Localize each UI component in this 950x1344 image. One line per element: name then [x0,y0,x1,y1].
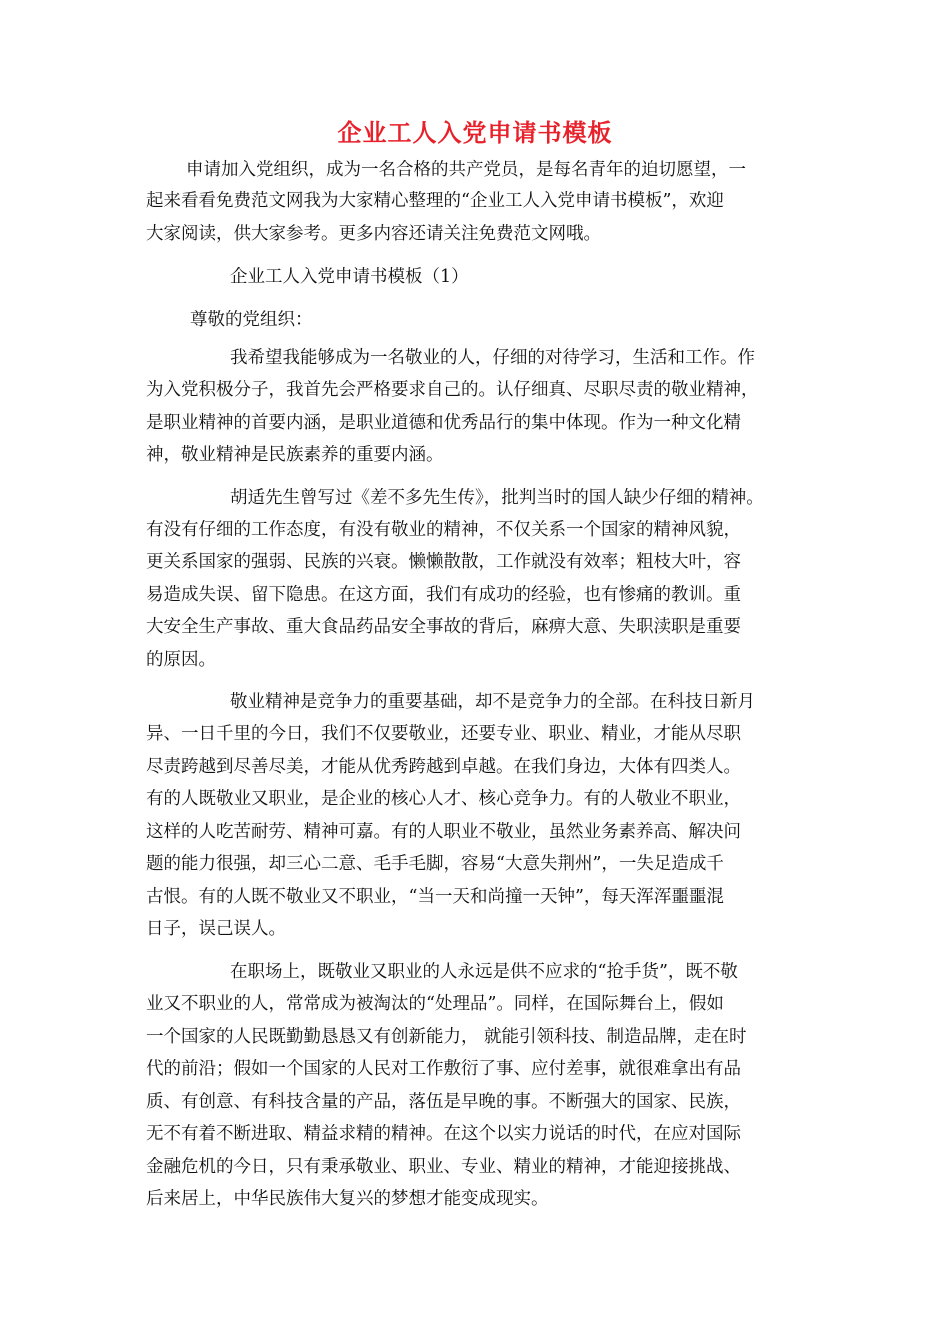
paragraph-line: 我希望我能够成为一名敬业的人，仔细的对待学习，生活和工作。作 [230,348,755,368]
paragraph-line: 这样的人吃苦耐劳、精神可嘉。有的人职业不敬业，虽然业务素养高、解决问 [146,822,741,842]
paragraph-line: 尽责跨越到尽善尽美，才能从优秀跨越到卓越。在我们身边，大体有四类人。 [146,757,741,777]
paragraph-line: 古恨。有的人既不敬业又不职业，“当一天和尚撞一天钟”，每天浑浑噩噩混 [146,887,724,907]
document-title: 企业工人入党申请书模板 [337,119,613,147]
paragraph-line: 在职场上，既敬业又职业的人永远是供不应求的“抢手货”，既不敬 [230,962,738,982]
paragraph-line: 日子，误己误人。 [146,919,286,939]
paragraph-line: 神，敬业精神是民族素养的重要内涵。 [146,445,444,465]
paragraph-line: 业又不职业的人，常常成为被淘汰的“处理品”。同样，在国际舞台上，假如 [146,994,724,1014]
paragraph-line: 一个国家的人民既勤勤恳恳又有创新能力， 就能引领科技、制造品牌，走在时 [146,1027,747,1047]
paragraph-line: 大安全生产事故、重大食品药品安全事故的背后，麻痹大意、失职渎职是重要 [146,617,741,637]
paragraph-line: 后来居上，中华民族伟大复兴的梦想才能变成现实。 [146,1189,549,1209]
intro-line: 起来看看免费范文网我为大家精心整理的“企业工人入党申请书模板”，欢迎 [146,191,724,211]
paragraph-line: 题的能力很强，却三心二意、毛手毛脚，容易“大意失荆州”，一失足造成千 [146,854,724,874]
paragraph-line: 更关系国家的强弱、民族的兴衰。懒懒散散，工作就没有效率；粗枝大叶，容 [146,552,741,572]
intro-line: 申请加入党组织，成为一名合格的共产党员，是每名青年的迫切愿望，一 [186,160,746,180]
paragraph-line: 有的人既敬业又职业，是企业的核心人才、核心竞争力。有的人敬业不职业， [146,789,741,809]
paragraph-line: 质、有创意、有科技含量的产品，落伍是早晚的事。不断强大的国家、民族， [146,1092,741,1112]
salutation: 尊敬的党组织： [190,310,313,330]
paragraph-line: 有没有仔细的工作态度，有没有敬业的精神，不仅关系一个国家的精神风貌， [146,520,741,540]
paragraph-line: 金融危机的今日，只有秉承敬业、职业、专业、精业的精神，才能迎接挑战、 [146,1157,741,1177]
paragraph-line: 是职业精神的首要内涵，是职业道德和优秀品行的集中体现。作为一种文化精 [146,413,741,433]
document-subtitle: 企业工人入党申请书模板（1） [230,267,469,287]
paragraph-line: 易造成失误、留下隐患。在这方面，我们有成功的经验，也有惨痛的教训。重 [146,585,741,605]
paragraph-line: 敬业精神是竞争力的重要基础，却不是竞争力的全部。在科技日新月 [230,692,755,712]
paragraph-line: 胡适先生曾写过《差不多先生传》，批判当时的国人缺少仔细的精神。 [230,488,764,508]
paragraph-line: 异、一日千里的今日，我们不仅要敬业，还要专业、职业、精业，才能从尽职 [146,724,741,744]
paragraph-line: 为入党积极分子，我首先会严格要求自己的。认仔细真、尽职尽责的敬业精神， [146,380,759,400]
paragraph-line: 无不有着不断进取、精益求精的精神。在这个以实力说话的时代，在应对国际 [146,1124,741,1144]
paragraph-line: 代的前沿；假如一个国家的人民对工作敷衍了事、应付差事，就很难拿出有品 [146,1059,741,1079]
intro-line: 大家阅读，供大家参考。更多内容还请关注免费范文网哦。 [146,224,601,244]
paragraph-line: 的原因。 [146,650,216,670]
